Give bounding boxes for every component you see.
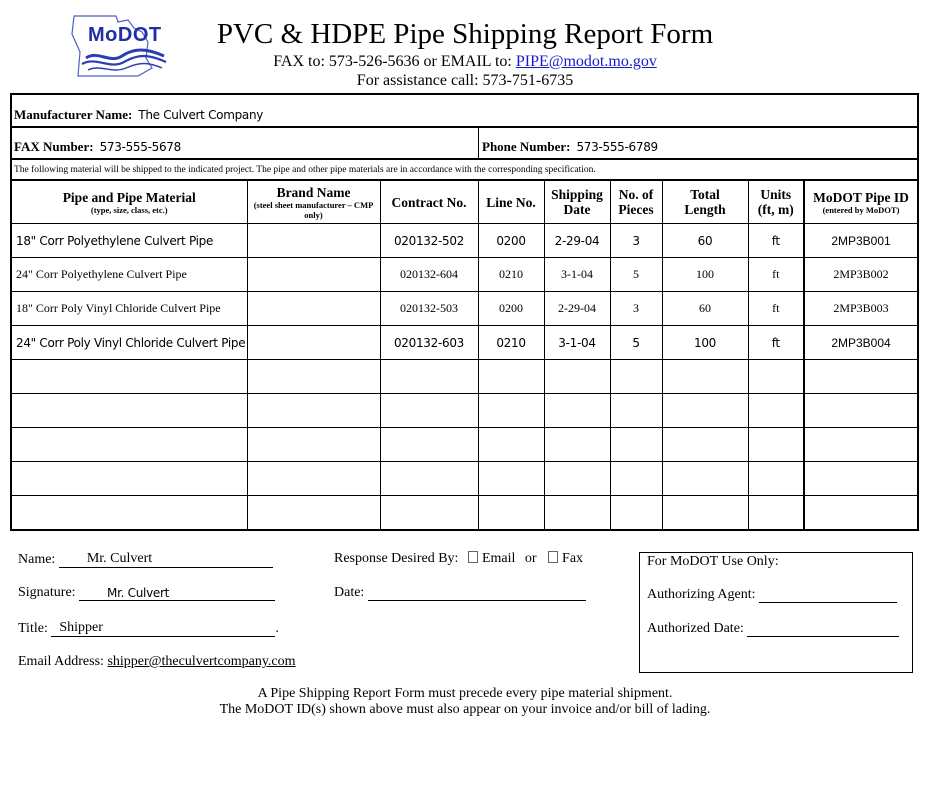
response-fax-label: Fax — [562, 551, 584, 566]
specification-notice: The following material will be shipped to the indicated project. The pipe and other pipe materials are in accordance with the corresponding specification. — [14, 165, 596, 175]
authorized-date-input[interactable] — [747, 621, 899, 637]
phone-value[interactable]: 573-555-6789 — [576, 140, 658, 154]
cell-pieces[interactable] — [610, 496, 662, 530]
cell-line[interactable] — [478, 360, 544, 394]
cell-date[interactable] — [544, 360, 610, 394]
fax-prefix: FAX to: 573-526-5636 or EMAIL to: — [273, 53, 516, 70]
table-row — [12, 292, 917, 326]
cell-length[interactable]: 100 — [662, 258, 748, 292]
email-address-field — [18, 654, 296, 670]
manufacturer-value[interactable]: The Culvert Company — [138, 108, 264, 122]
email-checkbox[interactable] — [468, 551, 478, 563]
footer-line-1: A Pipe Shipping Report Form must precede every pipe material shipment. — [257, 686, 673, 701]
response-field — [334, 551, 583, 567]
col-header-contract: Contract No. — [380, 181, 478, 224]
phone-label: Phone Number: — [482, 139, 571, 154]
email-address-label: Email Address: — [18, 654, 104, 669]
fax-email-line — [190, 53, 740, 71]
fax-value[interactable]: 573-555-5678 — [99, 140, 181, 154]
cell-contract[interactable]: 020132-603 — [380, 326, 478, 360]
cell-length[interactable]: 60 — [662, 224, 748, 258]
cell-pipe-id[interactable] — [804, 428, 917, 462]
cell-pipe-id[interactable]: 2MP3B001 — [804, 224, 917, 258]
cell-units[interactable]: ft — [748, 326, 804, 360]
divider — [12, 158, 917, 160]
cell-length[interactable] — [662, 394, 748, 428]
cell-material[interactable]: 18" Corr Poly Vinyl Chloride Culvert Pipe — [12, 292, 247, 326]
cell-contract[interactable]: 020132-503 — [380, 292, 478, 326]
cell-pieces[interactable]: 3 — [610, 292, 662, 326]
name-label: Name: — [18, 552, 56, 567]
table-header-row — [12, 181, 917, 224]
table-row — [12, 326, 917, 360]
cell-length[interactable]: 60 — [662, 292, 748, 326]
table-row — [12, 462, 917, 496]
col-header-pipe-id: MoDOT Pipe ID (entered by MoDOT) — [804, 181, 917, 224]
cell-brand[interactable] — [247, 462, 380, 496]
cell-units[interactable] — [748, 462, 804, 496]
signature-field — [18, 585, 275, 601]
divider — [478, 127, 479, 158]
cell-date[interactable] — [544, 428, 610, 462]
cell-pieces[interactable] — [610, 428, 662, 462]
cell-line[interactable]: 0210 — [478, 258, 544, 292]
col-header-length: Total Length — [662, 181, 748, 224]
cell-length[interactable] — [662, 360, 748, 394]
cell-brand[interactable] — [247, 428, 380, 462]
title-field: Title: Shipper . — [18, 620, 279, 636]
cell-contract[interactable]: 020132-502 — [380, 224, 478, 258]
cell-pieces[interactable] — [610, 394, 662, 428]
title-value[interactable]: Shipper — [51, 620, 275, 637]
cell-brand[interactable] — [247, 496, 380, 530]
cell-line[interactable] — [478, 462, 544, 496]
cell-pieces[interactable] — [610, 462, 662, 496]
email-address-value[interactable]: shipper@theculvertcompany.com — [107, 654, 296, 669]
table-row — [12, 394, 917, 428]
cell-material[interactable] — [12, 428, 247, 462]
cell-length[interactable] — [662, 462, 748, 496]
cell-pieces[interactable]: 5 — [610, 326, 662, 360]
assistance-line: For assistance call: 573-751-6735 — [356, 72, 574, 89]
name-field — [18, 551, 273, 568]
cell-pipe-id[interactable] — [804, 394, 917, 428]
cell-date[interactable]: 3-1-04 — [544, 326, 610, 360]
modot-use-box — [639, 552, 913, 673]
cell-pieces[interactable]: 3 — [610, 224, 662, 258]
manufacturer-name-field — [14, 107, 263, 123]
cell-pieces[interactable] — [610, 360, 662, 394]
signature-value[interactable]: Mr. Culvert — [79, 586, 275, 601]
cell-contract[interactable] — [380, 394, 478, 428]
signature-label: Signature: — [18, 585, 76, 600]
cell-line[interactable] — [478, 496, 544, 530]
col-header-units: Units (ft, m) — [748, 181, 804, 224]
footer-line-2: The MoDOT ID(s) shown above must also appear on your invoice and/or bill of lading. — [219, 702, 711, 717]
cell-brand[interactable] — [247, 360, 380, 394]
divider — [12, 126, 917, 128]
logo-text: MoDOT — [88, 24, 162, 46]
cell-contract[interactable] — [380, 462, 478, 496]
col-header-pieces: No. of Pieces — [610, 181, 662, 224]
email-link[interactable]: PIPE@modot.mo.gov — [515, 53, 657, 70]
authorized-date-field — [647, 621, 899, 637]
modot-logo — [68, 14, 180, 78]
cell-material[interactable] — [12, 394, 247, 428]
authorizing-agent-field — [647, 587, 897, 603]
authorizing-agent-label: Authorizing Agent: — [647, 587, 756, 602]
cell-pipe-id[interactable]: 2MP3B002 — [804, 258, 917, 292]
cell-line[interactable]: 0200 — [478, 292, 544, 326]
col-header-shipping-date: Shipping Date — [544, 181, 610, 224]
response-or: or — [524, 551, 537, 566]
cell-contract[interactable] — [380, 428, 478, 462]
cell-brand[interactable] — [247, 258, 380, 292]
cell-length[interactable] — [662, 496, 748, 530]
cell-line[interactable]: 0210 — [478, 326, 544, 360]
response-email-label: Email — [481, 551, 516, 566]
cell-length[interactable] — [662, 428, 748, 462]
modot-box-title: For MoDOT Use Only: — [647, 554, 779, 569]
date-input[interactable] — [368, 585, 586, 601]
cell-date[interactable]: 2-29-04 — [544, 292, 610, 326]
table-row — [12, 360, 917, 394]
response-label: Response Desired By: — [334, 551, 459, 566]
cell-material[interactable] — [12, 360, 247, 394]
cell-pipe-id[interactable] — [804, 462, 917, 496]
cell-units[interactable]: ft — [748, 258, 804, 292]
cell-units[interactable] — [748, 428, 804, 462]
cell-brand[interactable] — [247, 326, 380, 360]
cell-pipe-id[interactable]: 2MP3B003 — [804, 292, 917, 326]
col-header-brand: Brand Name (steel sheet manufacturer – CMP only) — [247, 181, 380, 224]
table-row — [12, 224, 917, 258]
cell-units[interactable]: ft — [748, 292, 804, 326]
cell-material[interactable]: 24" Corr Polyethylene Culvert Pipe — [12, 258, 247, 292]
cell-pieces[interactable]: 5 — [610, 258, 662, 292]
cell-material[interactable] — [12, 496, 247, 530]
cell-length[interactable]: 100 — [662, 326, 748, 360]
shipping-form-frame — [10, 93, 919, 531]
cell-contract[interactable] — [380, 496, 478, 530]
cell-units[interactable] — [748, 360, 804, 394]
cell-units[interactable] — [748, 496, 804, 530]
cell-date[interactable] — [544, 462, 610, 496]
date-label: Date: — [334, 585, 365, 600]
cell-material[interactable]: 24" Corr Poly Vinyl Chloride Culvert Pipe — [12, 326, 247, 360]
title-label: Title: — [18, 621, 48, 636]
cell-line[interactable]: 0200 — [478, 224, 544, 258]
form-title: PVC & HDPE Pipe Shipping Report Form — [216, 18, 714, 50]
pipe-table — [12, 181, 917, 529]
cell-date[interactable] — [544, 394, 610, 428]
name-value[interactable]: Mr. Culvert — [59, 551, 273, 568]
cell-brand[interactable] — [247, 224, 380, 258]
cell-units[interactable]: ft — [748, 224, 804, 258]
fax-checkbox[interactable] — [548, 551, 558, 563]
table-row — [12, 496, 917, 530]
cell-line[interactable] — [478, 394, 544, 428]
cell-contract[interactable] — [380, 360, 478, 394]
fax-number-field — [14, 139, 181, 155]
table-row — [12, 258, 917, 292]
phone-number-field — [482, 139, 658, 155]
col-header-line: Line No. — [478, 181, 544, 224]
cell-brand[interactable] — [247, 292, 380, 326]
cell-line[interactable] — [478, 428, 544, 462]
cell-date[interactable] — [544, 496, 610, 530]
cell-material[interactable]: 18" Corr Polyethylene Culvert Pipe — [12, 224, 247, 258]
cell-material[interactable] — [12, 462, 247, 496]
col-header-material: Pipe and Pipe Material (type, size, class, etc.) — [12, 181, 247, 224]
fax-label: FAX Number: — [14, 139, 94, 154]
cell-pipe-id[interactable] — [804, 360, 917, 394]
cell-units[interactable] — [748, 394, 804, 428]
cell-contract[interactable]: 020132-604 — [380, 258, 478, 292]
authorized-date-label: Authorized Date: — [647, 621, 744, 636]
cell-pipe-id[interactable]: 2MP3B004 — [804, 326, 917, 360]
cell-brand[interactable] — [247, 394, 380, 428]
date-field — [334, 585, 586, 601]
cell-pipe-id[interactable] — [804, 496, 917, 530]
cell-date[interactable]: 2-29-04 — [544, 224, 610, 258]
table-row — [12, 428, 917, 462]
cell-date[interactable]: 3-1-04 — [544, 258, 610, 292]
authorizing-agent-input[interactable] — [759, 587, 897, 603]
manufacturer-label: Manufacturer Name: — [14, 107, 133, 122]
